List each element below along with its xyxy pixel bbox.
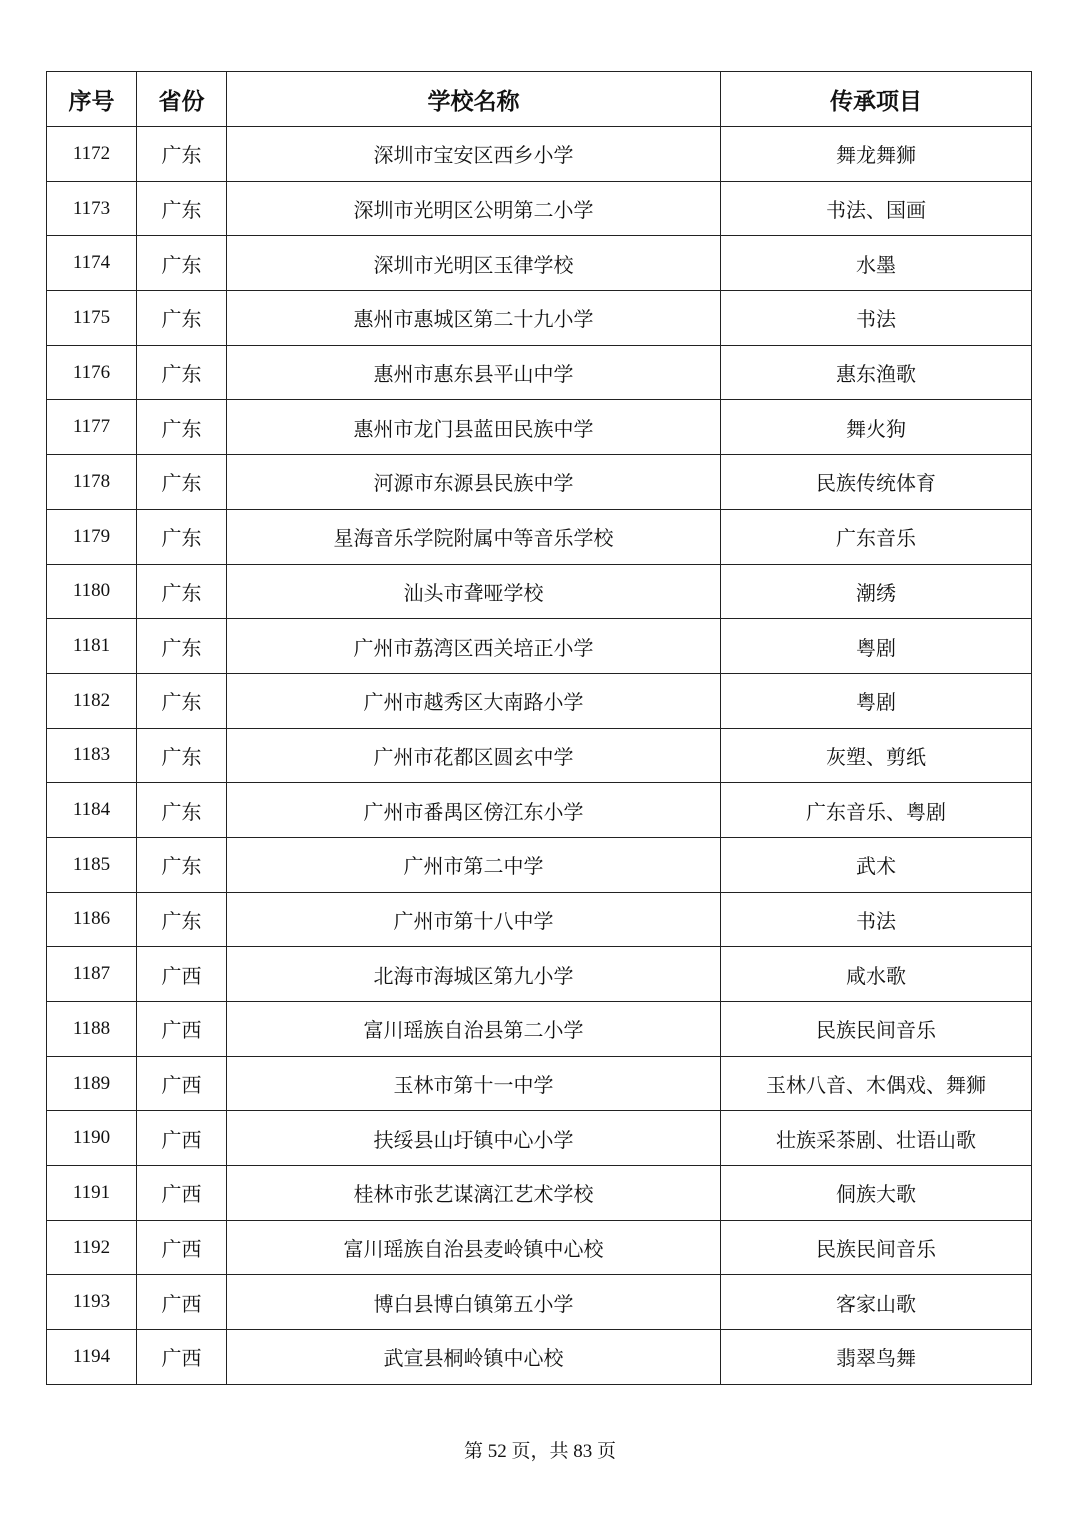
table-header-row bbox=[47, 72, 1032, 127]
cell-serial-number: 1176 bbox=[47, 345, 137, 400]
table-row bbox=[47, 564, 1032, 619]
table-row bbox=[47, 783, 1032, 838]
table-row bbox=[47, 181, 1032, 236]
cell-heritage-project: 粤剧 bbox=[721, 673, 1032, 728]
cell-heritage-project: 侗族大歌 bbox=[721, 1166, 1032, 1221]
cell-serial-number: 1179 bbox=[47, 509, 137, 564]
cell-school-name: 星海音乐学院附属中等音乐学校 bbox=[227, 509, 721, 564]
cell-serial-number: 1174 bbox=[47, 236, 137, 291]
cell-heritage-project: 潮绣 bbox=[721, 564, 1032, 619]
cell-school-name: 扶绥县山圩镇中心小学 bbox=[227, 1111, 721, 1166]
table-row bbox=[47, 455, 1032, 510]
cell-school-name: 深圳市宝安区西乡小学 bbox=[227, 127, 721, 182]
cell-school-name: 惠州市惠城区第二十九小学 bbox=[227, 291, 721, 346]
table-row bbox=[47, 127, 1032, 182]
page-number-footer: 第 52 页，共 83 页 bbox=[463, 1441, 616, 1462]
cell-province: 广西 bbox=[137, 947, 227, 1002]
table-row bbox=[47, 345, 1032, 400]
cell-serial-number: 1193 bbox=[47, 1275, 137, 1330]
cell-serial-number: 1185 bbox=[47, 837, 137, 892]
cell-heritage-project: 咸水歌 bbox=[721, 947, 1032, 1002]
cell-heritage-project: 舞龙舞狮 bbox=[721, 127, 1032, 182]
cell-heritage-project: 民族民间音乐 bbox=[721, 1002, 1032, 1057]
cell-province: 广西 bbox=[137, 1275, 227, 1330]
cell-heritage-project: 客家山歌 bbox=[721, 1275, 1032, 1330]
cell-school-name: 桂林市张艺谋漓江艺术学校 bbox=[227, 1166, 721, 1221]
cell-serial-number: 1194 bbox=[47, 1330, 137, 1385]
cell-school-name: 广州市花都区圆玄中学 bbox=[227, 728, 721, 783]
cell-school-name: 广州市越秀区大南路小学 bbox=[227, 673, 721, 728]
cell-serial-number: 1186 bbox=[47, 892, 137, 947]
cell-serial-number: 1177 bbox=[47, 400, 137, 455]
cell-school-name: 深圳市光明区玉律学校 bbox=[227, 236, 721, 291]
cell-school-name: 广州市番禺区傍江东小学 bbox=[227, 783, 721, 838]
cell-heritage-project: 舞火狗 bbox=[721, 400, 1032, 455]
header-province: 省份 bbox=[137, 72, 227, 127]
cell-school-name: 惠州市惠东县平山中学 bbox=[227, 345, 721, 400]
cell-heritage-project: 壮族采茶剧、壮语山歌 bbox=[721, 1111, 1032, 1166]
header-heritage-project: 传承项目 bbox=[721, 72, 1032, 127]
cell-heritage-project: 惠东渔歌 bbox=[721, 345, 1032, 400]
table-row bbox=[47, 509, 1032, 564]
cell-serial-number: 1189 bbox=[47, 1056, 137, 1111]
cell-province: 广东 bbox=[137, 728, 227, 783]
cell-serial-number: 1192 bbox=[47, 1220, 137, 1275]
cell-province: 广东 bbox=[137, 291, 227, 346]
cell-province: 广西 bbox=[137, 1220, 227, 1275]
cell-heritage-project: 广东音乐 bbox=[721, 509, 1032, 564]
cell-province: 广东 bbox=[137, 673, 227, 728]
cell-heritage-project: 翡翠鸟舞 bbox=[721, 1330, 1032, 1385]
table-row bbox=[47, 291, 1032, 346]
cell-province: 广西 bbox=[137, 1166, 227, 1221]
header-serial-number: 序号 bbox=[47, 72, 137, 127]
cell-heritage-project: 武术 bbox=[721, 837, 1032, 892]
cell-province: 广西 bbox=[137, 1002, 227, 1057]
table-row bbox=[47, 236, 1032, 291]
cell-province: 广东 bbox=[137, 455, 227, 510]
table-row bbox=[47, 673, 1032, 728]
cell-serial-number: 1180 bbox=[47, 564, 137, 619]
cell-serial-number: 1188 bbox=[47, 1002, 137, 1057]
cell-province: 广东 bbox=[137, 509, 227, 564]
cell-heritage-project: 广东音乐、粤剧 bbox=[721, 783, 1032, 838]
cell-school-name: 惠州市龙门县蓝田民族中学 bbox=[227, 400, 721, 455]
table-row bbox=[47, 947, 1032, 1002]
cell-school-name: 汕头市聋哑学校 bbox=[227, 564, 721, 619]
table-row bbox=[47, 837, 1032, 892]
cell-province: 广东 bbox=[137, 837, 227, 892]
cell-school-name: 深圳市光明区公明第二小学 bbox=[227, 181, 721, 236]
cell-serial-number: 1178 bbox=[47, 455, 137, 510]
cell-serial-number: 1181 bbox=[47, 619, 137, 674]
cell-heritage-project: 民族传统体育 bbox=[721, 455, 1032, 510]
table-row bbox=[47, 1002, 1032, 1057]
cell-school-name: 博白县博白镇第五小学 bbox=[227, 1275, 721, 1330]
header-school-name: 学校名称 bbox=[227, 72, 721, 127]
cell-province: 广东 bbox=[137, 783, 227, 838]
cell-heritage-project: 玉林八音、木偶戏、舞狮 bbox=[721, 1056, 1032, 1111]
cell-heritage-project: 灰塑、剪纸 bbox=[721, 728, 1032, 783]
cell-province: 广西 bbox=[137, 1111, 227, 1166]
cell-school-name: 北海市海城区第九小学 bbox=[227, 947, 721, 1002]
cell-serial-number: 1183 bbox=[47, 728, 137, 783]
cell-province: 广东 bbox=[137, 345, 227, 400]
cell-school-name: 河源市东源县民族中学 bbox=[227, 455, 721, 510]
cell-school-name: 广州市第二中学 bbox=[227, 837, 721, 892]
cell-school-name: 广州市荔湾区西关培正小学 bbox=[227, 619, 721, 674]
cell-school-name: 武宣县桐岭镇中心校 bbox=[227, 1330, 721, 1385]
cell-school-name: 富川瑶族自治县第二小学 bbox=[227, 1002, 721, 1057]
cell-school-name: 玉林市第十一中学 bbox=[227, 1056, 721, 1111]
cell-serial-number: 1172 bbox=[47, 127, 137, 182]
cell-heritage-project: 民族民间音乐 bbox=[721, 1220, 1032, 1275]
cell-province: 广东 bbox=[137, 127, 227, 182]
cell-province: 广东 bbox=[137, 236, 227, 291]
cell-serial-number: 1187 bbox=[47, 947, 137, 1002]
cell-province: 广西 bbox=[137, 1330, 227, 1385]
cell-province: 广东 bbox=[137, 619, 227, 674]
cell-serial-number: 1191 bbox=[47, 1166, 137, 1221]
cell-heritage-project: 书法、国画 bbox=[721, 181, 1032, 236]
cell-school-name: 广州市第十八中学 bbox=[227, 892, 721, 947]
table-row bbox=[47, 1111, 1032, 1166]
table-row bbox=[47, 1056, 1032, 1111]
cell-school-name: 富川瑶族自治县麦岭镇中心校 bbox=[227, 1220, 721, 1275]
table-row bbox=[47, 619, 1032, 674]
cell-province: 广西 bbox=[137, 1056, 227, 1111]
cell-heritage-project: 粤剧 bbox=[721, 619, 1032, 674]
table-row bbox=[47, 728, 1032, 783]
cell-serial-number: 1182 bbox=[47, 673, 137, 728]
table-row bbox=[47, 1220, 1032, 1275]
cell-heritage-project: 水墨 bbox=[721, 236, 1032, 291]
school-list-table bbox=[46, 71, 1032, 1385]
table-row bbox=[47, 892, 1032, 947]
cell-heritage-project: 书法 bbox=[721, 291, 1032, 346]
cell-province: 广东 bbox=[137, 181, 227, 236]
table-row bbox=[47, 1166, 1032, 1221]
table-row bbox=[47, 1330, 1032, 1385]
cell-province: 广东 bbox=[137, 564, 227, 619]
table-row bbox=[47, 1275, 1032, 1330]
cell-serial-number: 1175 bbox=[47, 291, 137, 346]
cell-heritage-project: 书法 bbox=[721, 892, 1032, 947]
cell-serial-number: 1173 bbox=[47, 181, 137, 236]
table-row bbox=[47, 400, 1032, 455]
cell-province: 广东 bbox=[137, 892, 227, 947]
cell-serial-number: 1184 bbox=[47, 783, 137, 838]
table-body bbox=[47, 127, 1032, 1385]
cell-province: 广东 bbox=[137, 400, 227, 455]
cell-serial-number: 1190 bbox=[47, 1111, 137, 1166]
